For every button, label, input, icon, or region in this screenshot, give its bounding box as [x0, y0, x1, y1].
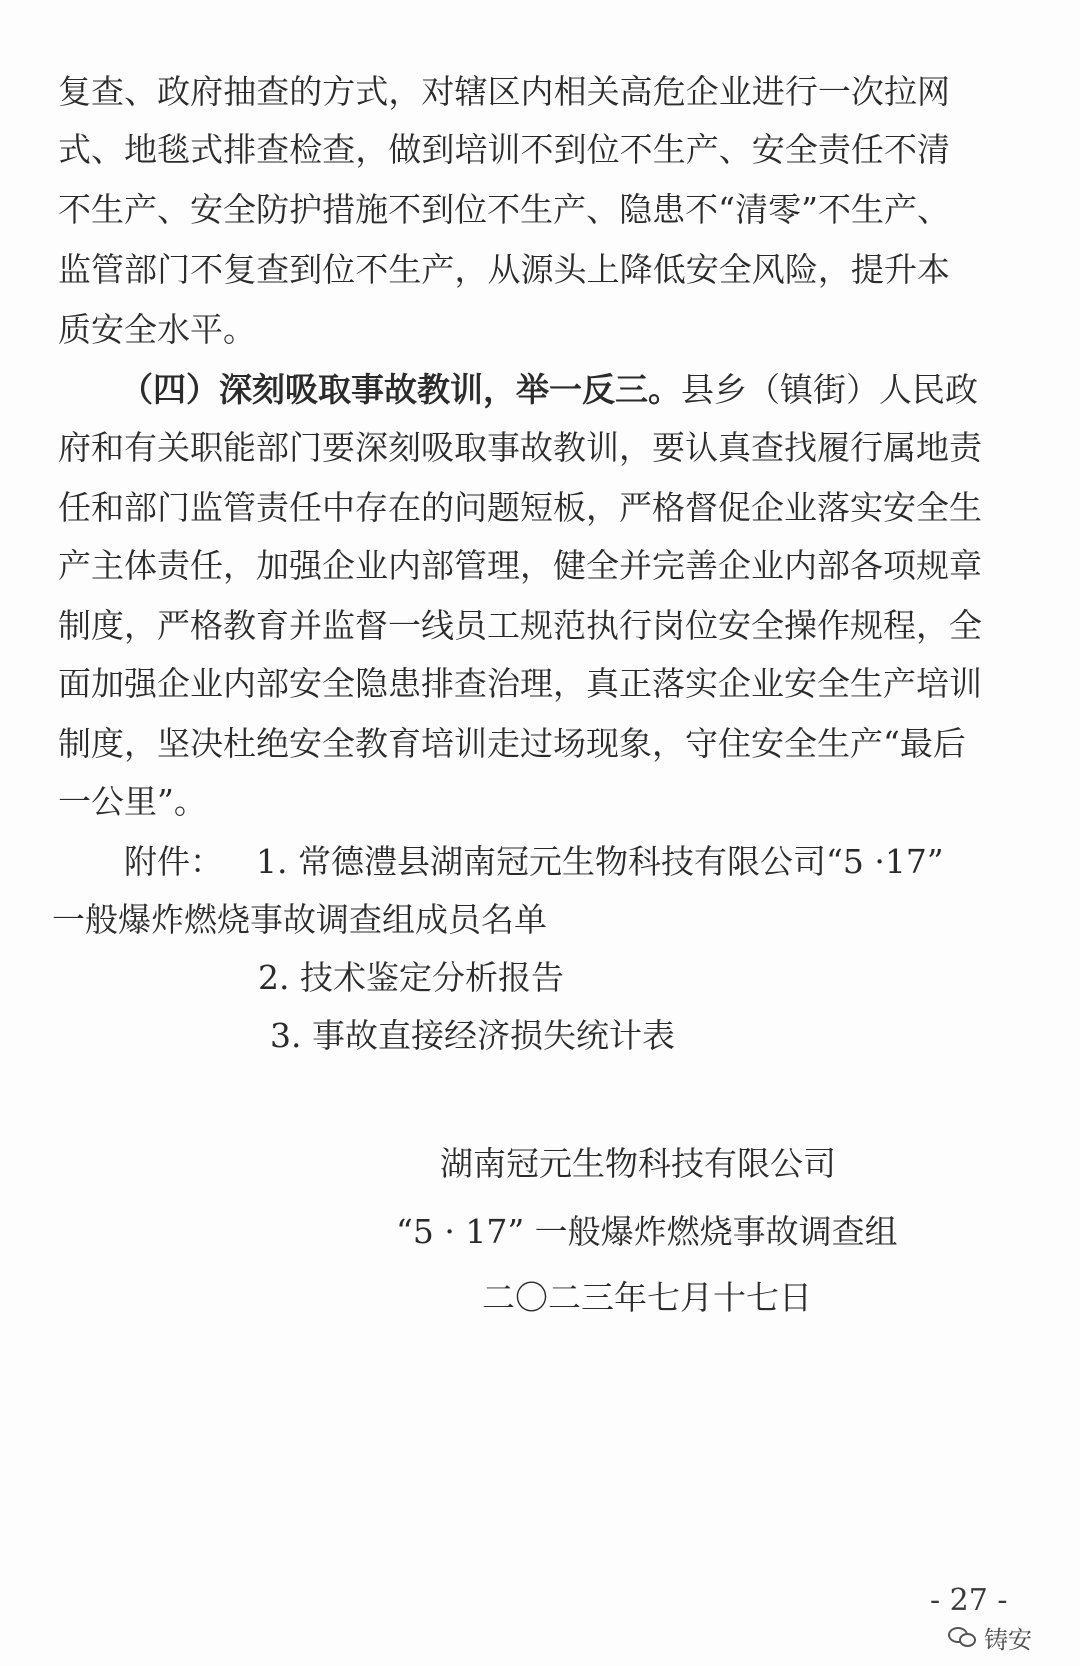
paragraph-2-line-1 [120, 370, 978, 410]
attachment-3: 3. 事故直接经济损失统计表 [270, 1016, 675, 1055]
paragraph-2-line-4: 产主体责任，加强企业内部管理，健全并完善企业内部各项规章 [58, 546, 982, 585]
signature-organization-line-1: 湖南冠元生物科技有限公司 [440, 1144, 836, 1183]
paragraph-2-line-5: 制度，严格教育并监督一线员工规范执行岗位安全操作规程，全 [58, 606, 982, 645]
attachment-2: 2. 技术鉴定分析报告 [258, 958, 564, 997]
paragraph-1-line-1: 复查、政府抽查的方式，对辖区内相关高危企业进行一次拉网 [58, 72, 950, 111]
paragraph-1-line-2: 式、地毯式排查检查，做到培训不到位不生产、安全责任不清 [58, 130, 950, 169]
paragraph-2-line-2: 府和有关职能部门要深刻吸取事故教训，要认真查找履行属地责 [58, 428, 982, 467]
attachments-label: 附件： [124, 842, 223, 881]
signature-organization-line-2: “5 · 17” 一般爆炸燃烧事故调查组 [396, 1212, 898, 1251]
paragraph-2-line-7: 制度，坚决杜绝安全教育培训走过场现象，守住安全生产“最后 [58, 724, 966, 763]
attachment-1-line-2: 一般爆炸燃烧事故调查组成员名单 [52, 900, 547, 939]
paragraph-2-line-6: 面加强企业内部安全隐患排查治理，真正落实企业安全生产培训 [58, 664, 982, 703]
paragraph-1-line-3: 不生产、安全防护措施不到位不生产、隐患不“清零”不生产、 [58, 190, 950, 229]
wechat-icon [948, 1625, 978, 1649]
section-heading: （四）深刻吸取事故教训，举一反三。 [120, 370, 681, 409]
paragraph-1-line-4: 监管部门不复查到位不生产，从源头上降低安全风险，提升本 [58, 250, 950, 289]
attachment-1-line-1: 1. 常德澧县湖南冠元生物科技有限公司“5 ·17” [256, 842, 944, 881]
watermark-text: 铸安 [984, 1625, 1032, 1654]
watermark [948, 1620, 1032, 1654]
page-number: - 27 - [930, 1583, 1008, 1618]
paragraph-2-line-8: 一公里”。 [58, 782, 207, 821]
paragraph-2-line-3: 任和部门监管责任中存在的问题短板，严格督促企业落实安全生 [58, 488, 982, 527]
paragraph-1-line-5: 质安全水平。 [58, 310, 256, 349]
paragraph-2-line-1-rest: 县乡（镇街）人民政 [681, 370, 978, 409]
signature-date: 二〇二三年七月十七日 [482, 1278, 812, 1317]
